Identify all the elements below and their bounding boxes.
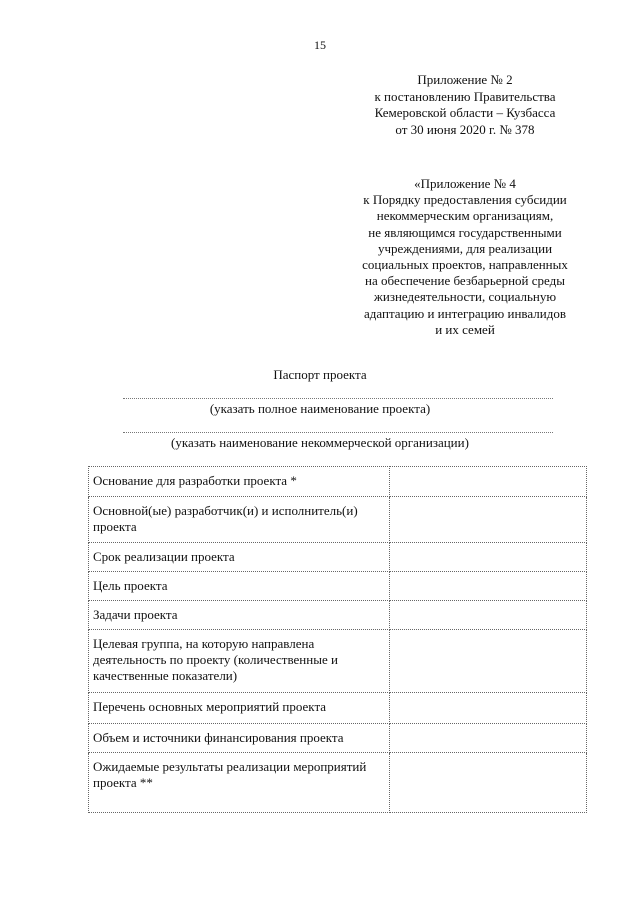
org-name-fill-line: [123, 432, 553, 433]
row-value-cell: [390, 467, 587, 497]
appendix-2-header: [330, 72, 600, 138]
appendix-4-line: к Порядку предоставления субсидии: [363, 192, 567, 208]
appendix-4-line: адаптацию и интеграцию инвалидов: [364, 305, 566, 321]
appendix-4-header: [330, 176, 600, 338]
project-name-hint: (указать полное наименование проекта): [209, 401, 431, 416]
table-row: [89, 543, 587, 572]
appendix-4-line: учреждениями, для реализации: [377, 240, 553, 256]
project-passport-table: [88, 466, 587, 813]
row-label: Цель проекта: [89, 572, 390, 601]
row-value-cell: [390, 630, 587, 693]
page-number: 15: [314, 38, 326, 52]
appendix-4-line: жизнедеятельности, социальную: [373, 289, 557, 305]
table-row: [89, 572, 587, 601]
row-value-cell: [390, 724, 587, 753]
row-label: Целевая группа, на которую направлена деятельность по проекту (количественные и качественные показатели): [89, 630, 390, 693]
appendix-2-line: Кемеровской области – Кузбасса: [374, 105, 556, 120]
table-row: [89, 497, 587, 543]
row-value-cell: [390, 572, 587, 601]
row-value-cell: [390, 543, 587, 572]
table-row: [89, 693, 587, 724]
row-label: Задачи проекта: [89, 601, 390, 630]
row-label: Основной(ые) разработчик(и) и исполнитель(и) проекта: [89, 497, 390, 543]
appendix-4-line: некоммерческим организациям,: [376, 208, 554, 224]
row-value-cell: [390, 753, 587, 813]
table-row: [89, 601, 587, 630]
row-label: Объем и источники финансирования проекта: [89, 724, 390, 753]
row-label: Перечень основных мероприятий проекта: [89, 693, 390, 724]
row-label: Основание для разработки проекта *: [89, 467, 390, 497]
appendix-4-line: не являющимся государственными: [368, 224, 562, 240]
appendix-4-line: социальных проектов, направленных: [362, 257, 568, 273]
appendix-4-line: на обеспечение безбарьерной среды: [365, 273, 565, 289]
row-value-cell: [390, 693, 587, 724]
row-label: Срок реализации проекта: [89, 543, 390, 572]
org-name-hint: (указать наименование некоммерческой организации): [171, 435, 469, 450]
appendix-2-line: от 30 июня 2020 г. № 378: [395, 121, 535, 137]
table-row: [89, 467, 587, 497]
row-label: Ожидаемые результаты реализации мероприятий проекта **: [89, 753, 390, 813]
appendix-2-line: Приложение № 2: [417, 72, 513, 87]
row-value-cell: [390, 601, 587, 630]
appendix-4-line: и их семей: [435, 321, 495, 337]
table-row: [89, 724, 587, 753]
passport-title: Паспорт проекта: [273, 367, 367, 382]
appendix-4-line: «Приложение № 4: [414, 176, 516, 191]
table-row: [89, 753, 587, 813]
table-row: [89, 630, 587, 693]
appendix-2-line: к постановлению Правительства: [374, 88, 556, 104]
row-value-cell: [390, 497, 587, 543]
project-name-fill-line: [123, 398, 553, 399]
